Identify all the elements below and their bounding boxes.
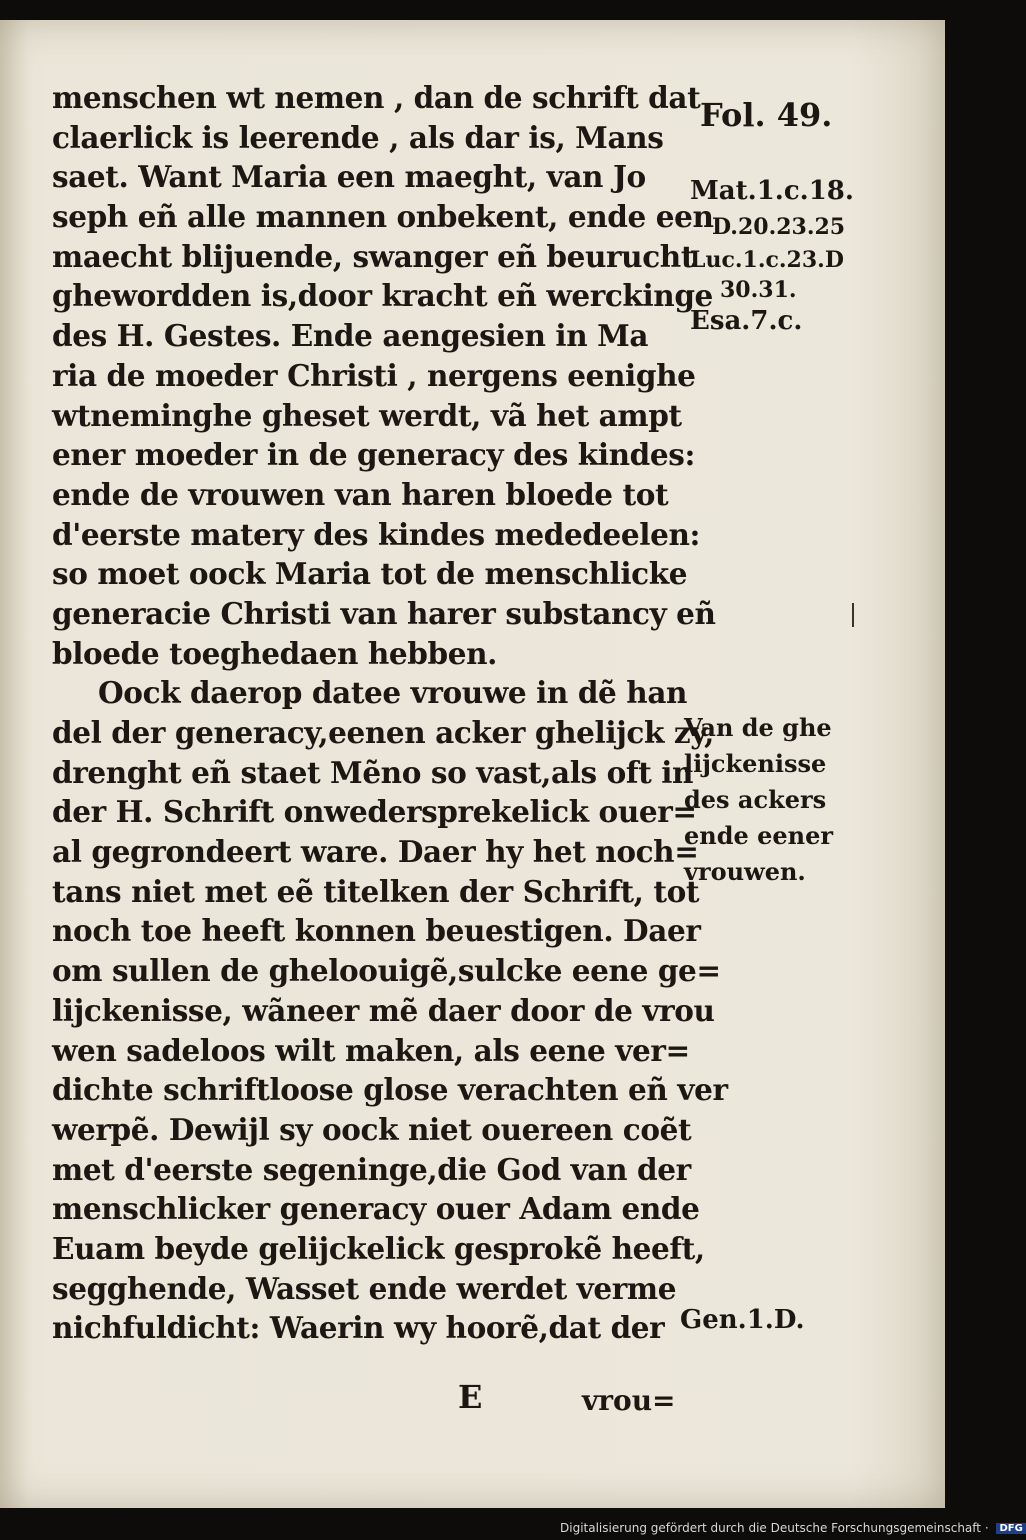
text-line: seph eñ alle mannen onbekent, ende een	[52, 199, 714, 235]
margin-ref: 30.31.	[720, 277, 797, 303]
text-line: om sullen de gheloouigẽ,sulcke eene ge=	[52, 953, 721, 989]
text-line: al gegrondeert ware. Daer hy het noch=	[52, 834, 699, 870]
margin-note-genesis-ref: Gen.1.D.	[680, 1305, 805, 1335]
text-line: met d'eerste segeninge,die God van der	[52, 1151, 691, 1187]
signature-mark: E	[458, 1378, 483, 1416]
margin-heading-line: lijckenisse	[684, 749, 827, 778]
margin-mark	[852, 603, 854, 627]
text-line: segghende, Wasset ende werdet verme	[52, 1270, 677, 1306]
text-line: saet. Want Maria een maeght, van Jo	[52, 159, 646, 195]
digitization-credit	[560, 1521, 1023, 1539]
text-line: del der generacy,eenen acker ghelijck zy,	[52, 715, 715, 750]
text-line: ener moeder in de generacy des kindes:	[52, 437, 695, 473]
text-line: werpẽ. Dewijl sy oock niet ouereen coẽt	[52, 1111, 692, 1147]
text-line: menschlicker generacy ouer Adam ende	[52, 1191, 700, 1227]
margin-ref: Esa.7.c.	[690, 306, 803, 336]
text-line: bloede toeghedaen hebben.	[52, 635, 498, 671]
text-line: maecht blijuende, swanger eñ beurucht	[52, 238, 695, 274]
dfg-logo: DFG	[996, 1523, 1025, 1534]
book-page	[0, 20, 945, 1508]
text-line: ghewordden is,door kracht eñ werckinge	[52, 278, 713, 314]
margin-heading-line: des ackers	[684, 785, 827, 814]
margin-ref: Luc.1.c.23.D	[690, 247, 844, 273]
text-line: tans niet met eẽ titelken der Schrift, tot	[52, 873, 700, 909]
text-line: wen sadeloos wilt maken, als eene ver=	[52, 1032, 690, 1068]
margin-heading-line: vrouwen.	[684, 857, 806, 886]
margin-heading-line: ende eener	[684, 821, 834, 850]
credit-text: Digitalisierung gefördert durch die Deutsche Forschungsgemeinschaft ·	[560, 1521, 989, 1535]
text-line: d'eerste matery des kindes mededeelen:	[52, 516, 700, 552]
text-line: lijckenisse, wãneer mẽ daer door de vrou	[52, 992, 715, 1028]
text-line: ende de vrouwen van haren bloede tot	[52, 476, 669, 512]
text-line: generacie Christi van harer substancy eñ	[52, 595, 716, 631]
text-line: Oock daerop datee vrouwe in dẽ han	[98, 675, 688, 711]
folio-number: Fol. 49.	[700, 96, 833, 134]
margin-note-section-heading	[684, 710, 833, 890]
text-line: der H. Schrift onwedersprekelick ouer=	[52, 794, 697, 830]
catchword: vrou=	[582, 1384, 676, 1417]
margin-note-scripture-refs	[690, 172, 854, 338]
text-line: drenght eñ staet Mẽno so vast,als oft in	[52, 754, 694, 790]
margin-heading-line: Van de ghe	[684, 713, 832, 742]
text-line: so moet oock Maria tot de menschlicke	[52, 556, 688, 592]
text-line: wtneminghe gheset werdt, vã het ampt	[52, 397, 682, 433]
text-line: claerlick is leerende , als dar is, Mans	[52, 119, 664, 155]
text-line: Euam beyde gelijckelick gesprokẽ heeft,	[52, 1230, 705, 1266]
main-text-block	[52, 78, 728, 1348]
text-line: nichfuldicht: Waerin wy hoorẽ,dat der	[52, 1310, 665, 1346]
text-line: des H. Gestes. Ende aengesien in Ma	[52, 318, 649, 354]
text-line: dichte schriftloose glose verachten eñ ver	[52, 1072, 728, 1108]
text-line: menschen wt nemen , dan de schrift dat	[52, 80, 701, 115]
margin-ref: Mat.1.c.18.	[690, 176, 854, 206]
margin-ref: D.20.23.25	[712, 214, 846, 240]
text-line: noch toe heeft konnen beuestigen. Daer	[52, 913, 701, 949]
text-line: ria de moeder Christi , nergens eenighe	[52, 357, 696, 393]
